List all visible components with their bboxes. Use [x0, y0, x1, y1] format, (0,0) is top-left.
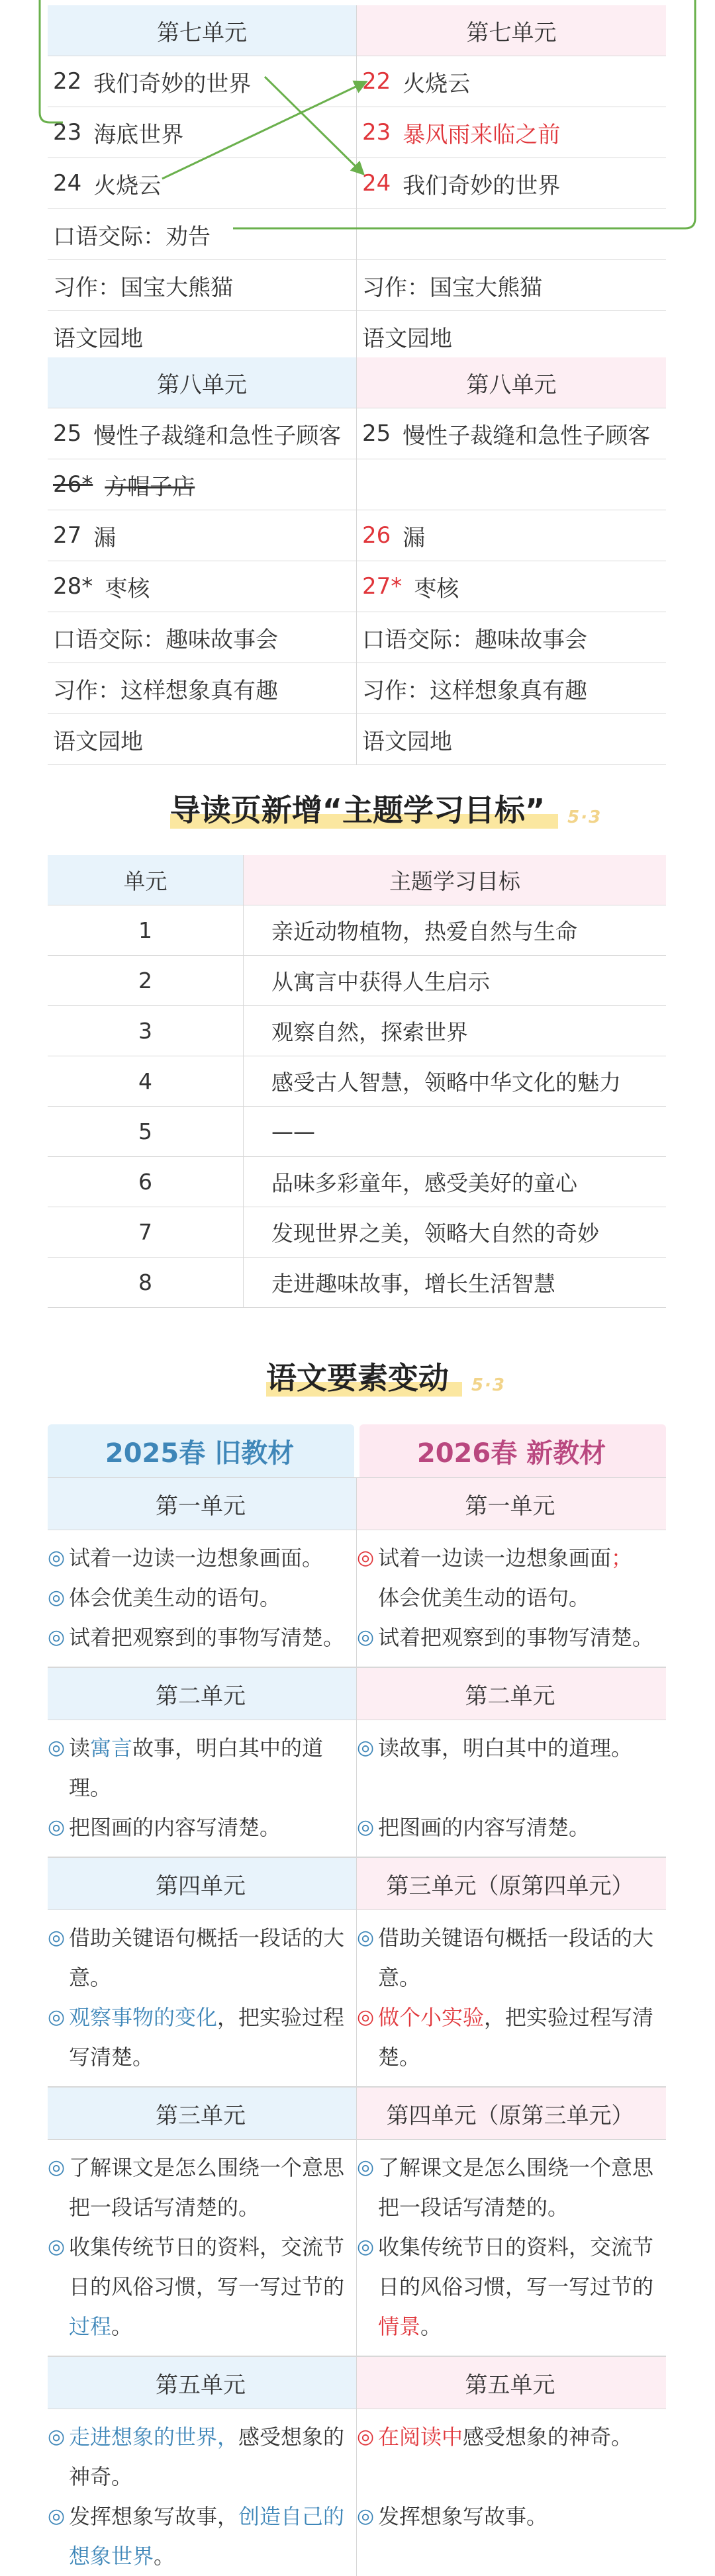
item-text: 读故事，明白其中的道理。 [378, 1735, 633, 1761]
lesson-title: 海底世界 [93, 121, 184, 148]
brand-watermark: 5·3 [471, 1375, 506, 1395]
text-part: 读 [69, 1735, 91, 1761]
list-item [48, 1998, 354, 2077]
text-part: 发挥想象写故事， [69, 2504, 239, 2529]
list-item [48, 1538, 354, 1578]
unit-header-row [48, 2087, 666, 2140]
circle-bullet-icon: ◎ [357, 1816, 375, 1839]
table-row [48, 612, 666, 663]
lesson-cell [357, 510, 666, 561]
writing-cell: 习作：国宝大熊猫 [362, 274, 542, 301]
table-row [48, 2409, 666, 2576]
oral-cell: 口语交际：趣味故事会 [362, 626, 587, 653]
unit-header-row [48, 1477, 666, 1530]
theme-goal: 发现世界之美，领略大自然的奇妙 [271, 1220, 599, 1246]
writing-cell: 习作：国宝大熊猫 [48, 260, 357, 310]
table-row [48, 1056, 666, 1107]
table-row [48, 561, 666, 612]
table-row [48, 260, 666, 311]
text-part: ，把实验过程写清楚。 [69, 2005, 345, 2070]
theme-goal: 品味多彩童年，感受美好的童心 [271, 1170, 577, 1196]
circle-bullet-icon: ◎ [48, 1926, 66, 1949]
unit-number: 7 [48, 1207, 244, 1257]
lesson-title: 漏 [403, 524, 426, 551]
unit-number: 1 [48, 905, 244, 955]
circle-bullet-icon: ◎ [48, 2425, 66, 2448]
oral-cell: 口语交际：趣味故事会 [48, 612, 357, 663]
unit-label: 第五单元 [357, 2357, 666, 2409]
circle-bullet-icon: ◎ [48, 1816, 66, 1839]
table-row [48, 1720, 666, 1857]
text-part: 。 [154, 2544, 175, 2569]
writing-cell: 习作：这样想象真有趣 [48, 663, 357, 713]
table-row [48, 1157, 666, 1207]
table-row [48, 663, 666, 714]
section-heading: 语文要素变动 [266, 1360, 449, 1396]
item-text: 借助关键语句概括一段话的大意。 [378, 1925, 654, 1990]
item-text [378, 2227, 663, 2346]
theme-goal: 亲近动物植物，热爱自然与生命 [271, 919, 577, 944]
garden-cell: 语文园地 [362, 728, 452, 755]
text-part: 。 [111, 2314, 133, 2339]
circle-bullet-icon: ◎ [48, 2005, 66, 2029]
circle-bullet-icon: ◎ [357, 2156, 375, 2179]
circle-bullet-icon: ◎ [48, 2505, 66, 2528]
change-arrows [0, 0, 715, 252]
section-heading: 导读页新增“主题学习目标” [169, 792, 546, 828]
changed-text: 情景 [378, 2314, 421, 2339]
text-part: 感受想象的神奇。 [463, 2424, 633, 2450]
unit-header-row [48, 1667, 666, 1720]
table-row [48, 459, 666, 510]
lesson-number: 27* [362, 573, 403, 600]
theme-goal: 走进趣味故事，增长生活智慧 [271, 1271, 555, 1297]
section-title-theme [0, 786, 715, 830]
item-text [69, 2227, 354, 2346]
edition-header-row [48, 1424, 666, 1477]
changed-text: 过程 [69, 2314, 112, 2339]
circle-bullet-icon: ◎ [48, 1586, 66, 1609]
item-text: 试着把观察到的事物写清楚。 [378, 1625, 654, 1650]
list-item [357, 1918, 663, 1998]
removed-lesson-cell [48, 459, 357, 510]
lesson-number: 28* [53, 573, 93, 600]
new-edition-label: 2026春 新教材 [359, 1424, 666, 1477]
list-item [357, 1538, 663, 1618]
unit-number: 6 [48, 1157, 244, 1207]
lesson-number: 23 [53, 119, 82, 146]
list-item [357, 1728, 663, 1808]
item-text: 体会优美生动的语句。 [69, 1585, 281, 1610]
table-row [48, 956, 666, 1006]
theme-goal: 观察自然，探索世界 [271, 1019, 468, 1045]
item-text [378, 1538, 663, 1618]
old-elements [48, 1530, 357, 1667]
col-header-goal: 主题学习目标 [244, 855, 666, 905]
garden-cell: 语文园地 [48, 311, 357, 361]
table-row [48, 2140, 666, 2356]
oral-cell: 口语交际：劝告 [48, 209, 357, 259]
changed-text: 在阅读中 [378, 2424, 463, 2450]
brand-watermark: 5·3 [567, 807, 602, 827]
circle-bullet-icon: ◎ [357, 2235, 375, 2258]
outline-bracket-left [40, 0, 63, 122]
lesson-title: 枣核 [105, 575, 150, 602]
unit-label: 第二单元 [357, 1668, 666, 1720]
changed-text: 寓言 [90, 1735, 133, 1761]
col-header-unit: 单元 [48, 855, 244, 905]
new-elements [357, 2409, 666, 2576]
text-part: 体会优美生动的语句。 [378, 1585, 591, 1610]
lesson-number: 25 [362, 420, 391, 447]
unit8-old-header: 第八单元 [48, 357, 357, 408]
item-text: 了解课文是怎么围绕一个意思把一段话写清楚的。 [69, 2155, 345, 2220]
unit8-new-header: 第八单元 [357, 357, 666, 408]
unit8-header-row [48, 357, 666, 408]
changed-text: 创造自己的想象世界 [69, 2504, 345, 2569]
lesson-title: 方帽子店 [105, 473, 195, 500]
unit-number: 8 [48, 1258, 244, 1307]
list-item [48, 1808, 354, 1847]
arrow-24-to-22 [162, 82, 365, 179]
item-text: 借助关键语句概括一段话的大意。 [69, 1925, 345, 1990]
list-item [48, 2148, 354, 2227]
unit-label: 第三单元 [48, 2088, 357, 2139]
unit-label: 第四单元（原第三单元） [357, 2088, 666, 2139]
lesson-title: 漏 [93, 524, 117, 551]
lesson-title: 火烧云 [93, 172, 162, 199]
item-text [378, 2417, 663, 2497]
item-text: 把图画的内容写清楚。 [378, 1815, 591, 1840]
garden-cell: 语文园地 [48, 714, 357, 764]
circle-bullet-icon: ◎ [48, 2156, 66, 2179]
lesson-number: 25 [53, 420, 82, 447]
lesson-title: 慢性子裁缝和急性子顾客 [93, 422, 342, 449]
list-item [357, 1998, 663, 2077]
table-row [48, 1910, 666, 2087]
element-change-table [48, 1424, 666, 2576]
circle-bullet-icon: ◎ [48, 1736, 66, 1759]
changed-text: ； [611, 1545, 633, 1571]
lesson-title: 我们奇妙的世界 [93, 70, 252, 97]
lesson-number: 27 [53, 522, 82, 549]
unit-number: 2 [48, 956, 244, 1005]
item-text [69, 1998, 354, 2077]
item-text: 试着把观察到的事物写清楚。 [69, 1625, 345, 1650]
table-row [48, 905, 666, 956]
table-row [48, 510, 666, 561]
changed-text: 做个小实验 [378, 2005, 485, 2030]
circle-bullet-icon: ◎ [357, 1546, 375, 1569]
list-item [357, 2417, 663, 2497]
unit-number: 4 [48, 1056, 244, 1106]
unit-label: 第一单元 [357, 1478, 666, 1530]
item-text [69, 2417, 354, 2497]
lesson-title: 火烧云 [403, 70, 471, 97]
old-elements [48, 1720, 357, 1857]
old-edition-label: 2025春 旧教材 [48, 1424, 354, 1477]
new-elements [357, 2140, 666, 2356]
list-item [357, 1808, 663, 1847]
table-row [48, 1530, 666, 1667]
list-item [48, 2227, 354, 2346]
lesson-number: 26 [362, 522, 391, 549]
unit-label: 第二单元 [48, 1668, 357, 1720]
circle-bullet-icon: ◎ [357, 1626, 375, 1649]
list-item [48, 1918, 354, 1998]
garden-cell: 语文园地 [362, 325, 452, 352]
table-row [48, 1107, 666, 1157]
unit7-old-header: 第七单元 [48, 5, 357, 56]
theme-header-row [48, 855, 666, 905]
lesson-cell [48, 561, 357, 612]
list-item [48, 1728, 354, 1808]
list-item [48, 2417, 354, 2497]
text-part: 收集传统节日的资料，交流节日的风俗习惯，写一写过节的 [69, 2234, 345, 2299]
lesson-title: 慢性子裁缝和急性子顾客 [403, 422, 651, 449]
old-elements [48, 1910, 357, 2086]
unit8-table [48, 357, 666, 765]
theme-goal: 从寓言中获得人生启示 [271, 969, 490, 995]
item-text: 了解课文是怎么围绕一个意思把一段话写清楚的。 [378, 2155, 654, 2220]
list-item [357, 2227, 663, 2346]
lesson-number: 22 [362, 68, 391, 95]
table-row [48, 311, 666, 362]
item-text: 试着一边读一边想象画面。 [69, 1545, 324, 1571]
text-part: 。 [420, 2314, 442, 2339]
unit-header-row [48, 1857, 666, 1910]
theme-goal: 感受古人智慧，领略中华文化的魅力 [271, 1070, 621, 1095]
text-part: 感受想象的神奇。 [69, 2424, 345, 2489]
circle-bullet-icon: ◎ [357, 2005, 375, 2029]
unit-number: 5 [48, 1107, 244, 1156]
circle-bullet-icon: ◎ [48, 2235, 66, 2258]
table-row [48, 408, 666, 459]
old-elements [48, 2409, 357, 2576]
item-text: 把图画的内容写清楚。 [69, 1815, 281, 1840]
item-text [69, 2497, 354, 2576]
table-row [48, 1258, 666, 1308]
table-row [48, 1207, 666, 1258]
unit-number: 3 [48, 1006, 244, 1056]
lesson-cell [357, 408, 666, 459]
old-elements [48, 2140, 357, 2356]
changed-text: 观察事物的变化 [69, 2005, 218, 2030]
lesson-cell [48, 510, 357, 561]
lesson-number: 26* [53, 471, 93, 498]
circle-bullet-icon: ◎ [357, 1736, 375, 1759]
circle-bullet-icon: ◎ [357, 2505, 375, 2528]
lesson-cell [357, 561, 666, 612]
circle-bullet-icon: ◎ [48, 1546, 66, 1569]
list-item [357, 2148, 663, 2227]
item-text [69, 1728, 354, 1808]
unit7-new-header: 第七单元 [357, 5, 666, 56]
text-part: 收集传统节日的资料，交流节日的风俗习惯，写一写过节的 [378, 2234, 654, 2299]
lesson-number: 24 [53, 170, 82, 197]
theme-goal-table [48, 855, 666, 1308]
lesson-number: 24 [362, 170, 391, 197]
text-part: 试着一边读一边想象画面 [378, 1545, 612, 1571]
circle-bullet-icon: ◎ [357, 2425, 375, 2448]
theme-goal: —— [271, 1119, 315, 1144]
lesson-title: 枣核 [414, 575, 459, 602]
unit-header-row [48, 2356, 666, 2409]
table-row [48, 1006, 666, 1056]
list-item [357, 2497, 663, 2536]
list-item [357, 1618, 663, 1657]
lesson-cell [48, 408, 357, 459]
item-text: 发挥想象写故事。 [378, 2504, 548, 2529]
list-item [48, 1578, 354, 1618]
unit-label: 第四单元 [48, 1858, 357, 1909]
new-elements [357, 1910, 666, 2086]
list-item [48, 2497, 354, 2576]
writing-cell: 习作：这样想象真有趣 [362, 677, 587, 704]
changed-text: 走进想象的世界， [69, 2424, 239, 2450]
new-elements [357, 1530, 666, 1667]
section-title-elements [0, 1354, 715, 1398]
text-part: 故事，明白其中的道理。 [69, 1735, 324, 1800]
unit-label: 第三单元（原第四单元） [357, 1858, 666, 1909]
new-elements [357, 1720, 666, 1857]
circle-bullet-icon: ◎ [357, 1926, 375, 1949]
list-item [48, 1618, 354, 1657]
table-row [48, 714, 666, 765]
lesson-title: 我们奇妙的世界 [403, 172, 561, 199]
text-part: ，把实验过程写清楚。 [378, 2005, 654, 2070]
item-text [378, 1998, 663, 2077]
empty-cell [357, 459, 666, 510]
lesson-number: 23 [362, 119, 391, 146]
lesson-title: 暴风雨来临之前 [403, 121, 561, 148]
unit-label: 第一单元 [48, 1478, 357, 1530]
unit-label: 第五单元 [48, 2357, 357, 2409]
circle-bullet-icon: ◎ [48, 1626, 66, 1649]
lesson-number: 22 [53, 68, 82, 95]
